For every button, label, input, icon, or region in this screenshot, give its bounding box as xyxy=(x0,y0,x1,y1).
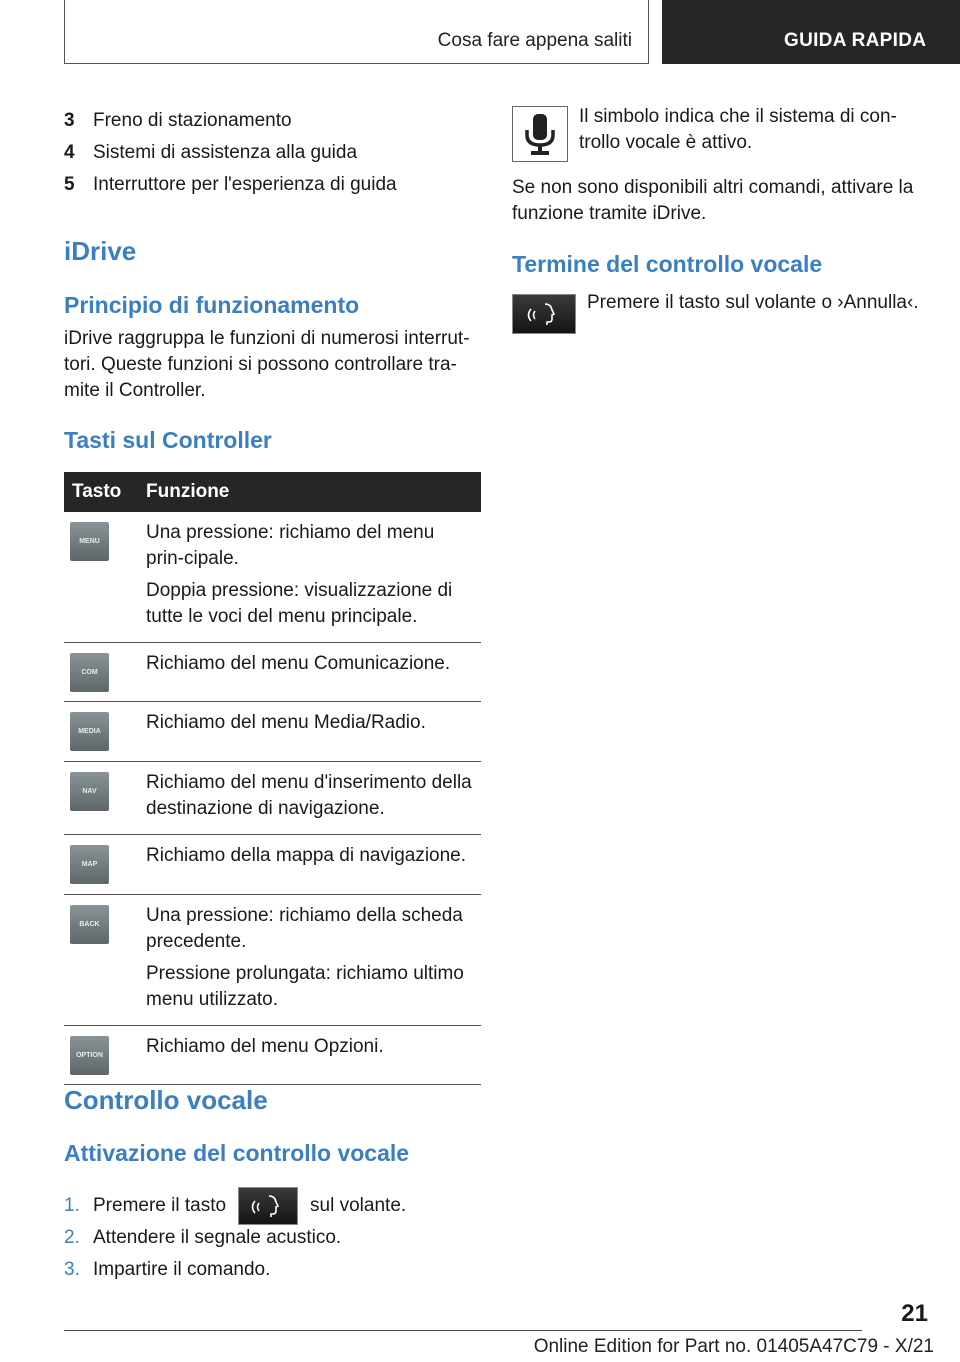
end-voice-text: Premere il tasto sul volante o ›Annulla‹. xyxy=(587,292,919,313)
intro-list xyxy=(64,110,397,206)
no-commands-text: Se non sono disponibili altri comandi, attivare la funzione tramite iDrive. xyxy=(512,177,914,224)
col-header-key: Tasto xyxy=(64,472,140,512)
symbol-text: Il simbolo indica che il sistema di con-trollo vocale è attivo. xyxy=(579,106,897,153)
nav-key-icon: NAV xyxy=(70,772,109,811)
page-number: 21 xyxy=(901,1300,928,1327)
list-item: 1. Premere il tasto sul volante. xyxy=(64,1190,406,1222)
controller-keys-table xyxy=(64,472,481,1085)
keys-title: Tasti sul Controller xyxy=(64,427,272,453)
microphone-icon xyxy=(512,106,568,162)
option-key-icon: OPTION xyxy=(70,1036,109,1075)
col-header-function: Funzione xyxy=(140,472,481,512)
header-guide-title: GUIDA RAPIDA xyxy=(784,30,927,51)
list-item: 5 Interruttore per l'esperienza di guida xyxy=(64,174,397,195)
voice-title: Controllo vocale xyxy=(64,1085,268,1115)
list-item: 4 Sistemi di assistenza alla guida xyxy=(64,142,358,163)
end-voice-title: Termine del controllo vocale xyxy=(512,251,823,277)
header-section-box xyxy=(64,0,649,64)
table-row: MENU Una pressione: richiamo del menu prin-cipale. Doppia pressione: visualizzazione di tutte le voci del menu principale. xyxy=(64,512,481,643)
principle-title: Principio di funzionamento xyxy=(64,292,360,318)
list-item: 2. Attendere il segnale acustico. xyxy=(64,1227,342,1248)
table-row: OPTION Richiamo del menu Opzioni. xyxy=(64,1026,481,1085)
com-key-icon: COM xyxy=(70,653,109,692)
menu-key-icon: MENU xyxy=(70,522,109,561)
list-item: 3. Impartire il comando. xyxy=(64,1259,271,1280)
table-header-row xyxy=(64,472,481,512)
list-item: 3 Freno di stazionamento xyxy=(64,110,292,131)
voice-button-icon xyxy=(238,1187,298,1225)
table-row: BACK Una pressione: richiamo della scheda precedente. Pressione prolungata: richiamo ultimo menu utilizzato. xyxy=(64,895,481,1026)
table-row: MAP Richiamo della mappa di navigazione. xyxy=(64,835,481,895)
table-row: MEDIA Richiamo del menu Media/Radio. xyxy=(64,702,481,762)
footer-divider xyxy=(64,1330,862,1331)
voice-button-icon xyxy=(512,294,576,334)
map-key-icon: MAP xyxy=(70,845,109,884)
idrive-title: iDrive xyxy=(64,236,137,266)
voice-steps-list xyxy=(64,1190,406,1286)
footer-edition: Online Edition for Part no. 01405A47C79 - X/21 xyxy=(533,1336,934,1357)
media-key-icon: MEDIA xyxy=(70,712,109,751)
back-key-icon: BACK xyxy=(70,905,109,944)
header-guide-tab xyxy=(662,0,960,64)
header-section-title: Cosa fare appena saliti xyxy=(437,30,632,51)
principle-text: iDrive raggruppa le funzioni di numerosi interrut-tori. Queste funzioni si possono controllare tra-mite il Controller. xyxy=(64,328,470,401)
voice-activation-title: Attivazione del controllo vocale xyxy=(64,1140,410,1166)
table-row: COM Richiamo del menu Comunicazione. xyxy=(64,643,481,702)
table-row: NAV Richiamo del menu d'inserimento della destinazione di navigazione. xyxy=(64,762,481,835)
